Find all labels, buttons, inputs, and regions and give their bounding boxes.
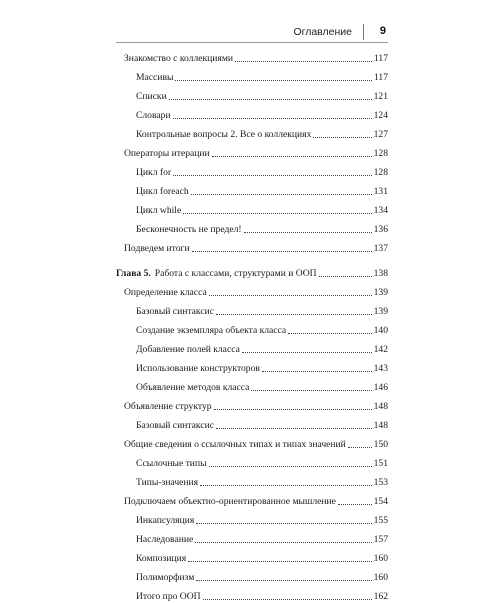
toc-entry-title: [136, 458, 207, 470]
toc-entry-page: 134: [373, 205, 388, 216]
dot-leader: [200, 485, 372, 486]
toc-entry-page: 162: [373, 591, 388, 602]
dot-leader: [209, 295, 372, 296]
toc-entry-title: [136, 306, 214, 318]
toc-entry-text: Базовый синтаксис: [136, 420, 214, 431]
dot-leader: [196, 523, 371, 524]
toc-entry-title: [136, 110, 171, 122]
toc-entry: [124, 285, 388, 299]
toc-entry: [136, 70, 388, 84]
toc-entry-title: [136, 325, 286, 337]
toc-entry-title: [124, 439, 346, 451]
toc-entry: [136, 342, 388, 356]
toc-entry-page: 128: [373, 148, 388, 159]
toc-entry-text: Типы-значения: [136, 477, 199, 488]
toc-entry-text: Базовый синтаксис: [136, 306, 214, 317]
toc-entry: [136, 304, 388, 318]
toc-entry-page: 139: [373, 287, 388, 298]
toc-entry-text: Полиморфизм: [136, 572, 195, 583]
toc-entry-text: Использование конструкторов: [136, 363, 260, 374]
toc-entry-title: [124, 148, 210, 160]
toc-entry-text: Объявление структур: [124, 401, 212, 412]
toc-entry-page: 153: [373, 477, 388, 488]
dot-leader: [192, 251, 372, 252]
toc-entry-page: 148: [373, 401, 388, 412]
toc-entry-text: Композиция: [136, 553, 187, 564]
dot-leader: [242, 352, 372, 353]
toc-entry-text: Ссылочные типы: [136, 458, 207, 469]
toc-entry-text: Итого про ООП: [136, 591, 201, 602]
toc-entry-page: 143: [373, 363, 388, 374]
toc-entry-title: [136, 224, 242, 236]
toc-entry: [136, 203, 388, 217]
toc-entry-text: Цикл foreach: [136, 186, 189, 197]
toc-entry-title: [136, 72, 173, 84]
toc-entry-title: [136, 186, 189, 198]
toc-entry-text: Цикл for: [136, 167, 172, 178]
toc-entry-title: [136, 572, 194, 584]
dot-leader: [216, 314, 372, 315]
dot-leader: [288, 333, 371, 334]
toc-entry-page: 131: [373, 186, 388, 197]
toc-entry-text: Определение класса: [124, 287, 207, 298]
toc-entry: [136, 127, 388, 141]
dot-leader: [175, 80, 372, 81]
dot-leader: [348, 447, 372, 448]
toc-entry-page: 160: [373, 553, 388, 564]
toc-entry: [136, 589, 388, 603]
toc-entry-page: 136: [373, 224, 388, 235]
dot-leader: [196, 580, 371, 581]
running-header: [116, 22, 388, 43]
dot-leader: [216, 428, 372, 429]
toc-entry: [124, 51, 388, 65]
toc-entry: [136, 456, 388, 470]
toc-entry: [136, 418, 388, 432]
toc-entry-page: 128: [373, 167, 388, 178]
dot-leader: [173, 175, 372, 176]
toc-entry: [124, 494, 388, 508]
toc-entry: [124, 399, 388, 413]
dot-leader: [173, 118, 372, 119]
toc-entry-text: Цикл while: [136, 205, 182, 216]
header-page-number: 9: [379, 25, 386, 37]
toc-entry-title: [124, 53, 233, 65]
toc-entry: [136, 165, 388, 179]
toc-entry: [136, 361, 388, 375]
toc-entry-page: 121: [373, 91, 388, 102]
toc-entry-title: [136, 129, 311, 141]
toc-entry: [124, 241, 388, 255]
toc-entry-title: [136, 91, 167, 103]
toc-entry-title: [136, 420, 214, 432]
toc-entry-text: Бесконечность не предел!: [136, 224, 242, 235]
toc-entry-page: 146: [373, 382, 388, 393]
toc-entry-text: Добавление полей класса: [136, 344, 240, 355]
toc-entry-title: [136, 167, 171, 179]
dot-leader: [319, 276, 372, 277]
toc-entry-page: 160: [373, 572, 388, 583]
toc-entry-page: 138: [373, 268, 388, 279]
dot-leader: [235, 61, 372, 62]
toc-entry-page: 137: [373, 243, 388, 254]
toc-entry-title: [136, 515, 194, 527]
toc-entry-title: [136, 344, 240, 356]
toc-entry-text: Операторы итерации: [124, 148, 210, 159]
toc-entry: [124, 437, 388, 451]
toc-entry-text: Наследование: [136, 534, 194, 545]
dot-leader: [209, 466, 372, 467]
header-title: Оглавление: [293, 26, 352, 38]
dot-leader: [313, 137, 371, 138]
toc-entry-page: 127: [373, 129, 388, 140]
toc-entry-page: 139: [373, 306, 388, 317]
toc-entry-page: 154: [373, 496, 388, 507]
toc-entry-page: 150: [373, 439, 388, 450]
toc-entry: [136, 184, 388, 198]
toc-entry: [136, 475, 388, 489]
toc-entry: [136, 89, 388, 103]
toc-entry-title: [116, 268, 317, 280]
dot-leader: [212, 156, 372, 157]
toc-entry-text: Создание экземпляра объекта класса: [136, 325, 287, 336]
dot-leader: [203, 599, 372, 600]
toc-entry-page: 124: [373, 110, 388, 121]
toc-entry-page: 140: [373, 325, 388, 336]
toc-entry-text: Общие сведения о ссылочных типах и типах значений: [124, 439, 346, 450]
toc-entry-title: [124, 243, 190, 255]
toc-entry-title: [136, 205, 181, 217]
toc-entry-title: [136, 477, 198, 489]
dot-leader: [195, 542, 371, 543]
toc-entry-page: 157: [373, 534, 388, 545]
dot-leader: [183, 213, 371, 214]
toc-entry-text: Работа с классами, структурами и ООП: [154, 268, 317, 279]
toc-entry-page: 151: [373, 458, 388, 469]
toc-entry-title: [136, 363, 260, 375]
toc-entry: [124, 146, 388, 160]
dot-leader: [262, 371, 372, 372]
toc-entry: [136, 323, 388, 337]
toc-entry-title: [136, 591, 201, 603]
toc-entry-text: Объявление методов класса: [136, 382, 250, 393]
toc-entry-title: [124, 287, 207, 299]
toc-entry-page: 117: [373, 72, 388, 83]
toc-entry-page: 148: [373, 420, 388, 431]
toc-entry-text: Подключаем объектно-ориентированное мышление: [124, 496, 336, 507]
dot-leader: [188, 561, 371, 562]
dot-leader: [338, 504, 372, 505]
toc-entry-title: [136, 534, 193, 546]
toc-entry: [116, 266, 388, 280]
toc-entry-text: Инкапсуляция: [136, 515, 195, 526]
toc-entry: [136, 513, 388, 527]
toc-entry: [136, 380, 388, 394]
dot-leader: [244, 232, 372, 233]
toc-entry-text: Словари: [136, 110, 171, 121]
toc-entry: [136, 532, 388, 546]
toc-entry-page: 142: [373, 344, 388, 355]
dot-leader: [251, 390, 371, 391]
toc-entry: [136, 570, 388, 584]
toc-entry-text: Массивы: [136, 72, 174, 83]
toc-entry-title: [124, 496, 336, 508]
chapter-label: Глава 5.: [116, 268, 151, 279]
dot-leader: [214, 409, 372, 410]
toc-entry-page: 155: [373, 515, 388, 526]
toc-entry: [136, 551, 388, 565]
header-separator: [363, 24, 364, 40]
toc-entry: [136, 108, 388, 122]
toc-entry-text: Контрольные вопросы 2. Все о коллекциях: [136, 129, 312, 140]
toc-entry-title: [136, 382, 249, 394]
toc-entry-title: [136, 553, 186, 565]
toc-entry-text: Знакомство с коллекциями: [124, 53, 234, 64]
toc-entry-title: [124, 401, 212, 413]
toc-entry-page: 117: [373, 53, 388, 64]
toc-entry: [136, 222, 388, 236]
dot-leader: [191, 194, 372, 195]
toc-entry-text: Списки: [136, 91, 167, 102]
dot-leader: [169, 99, 372, 100]
toc-entry-text: Подведем итоги: [124, 243, 190, 254]
